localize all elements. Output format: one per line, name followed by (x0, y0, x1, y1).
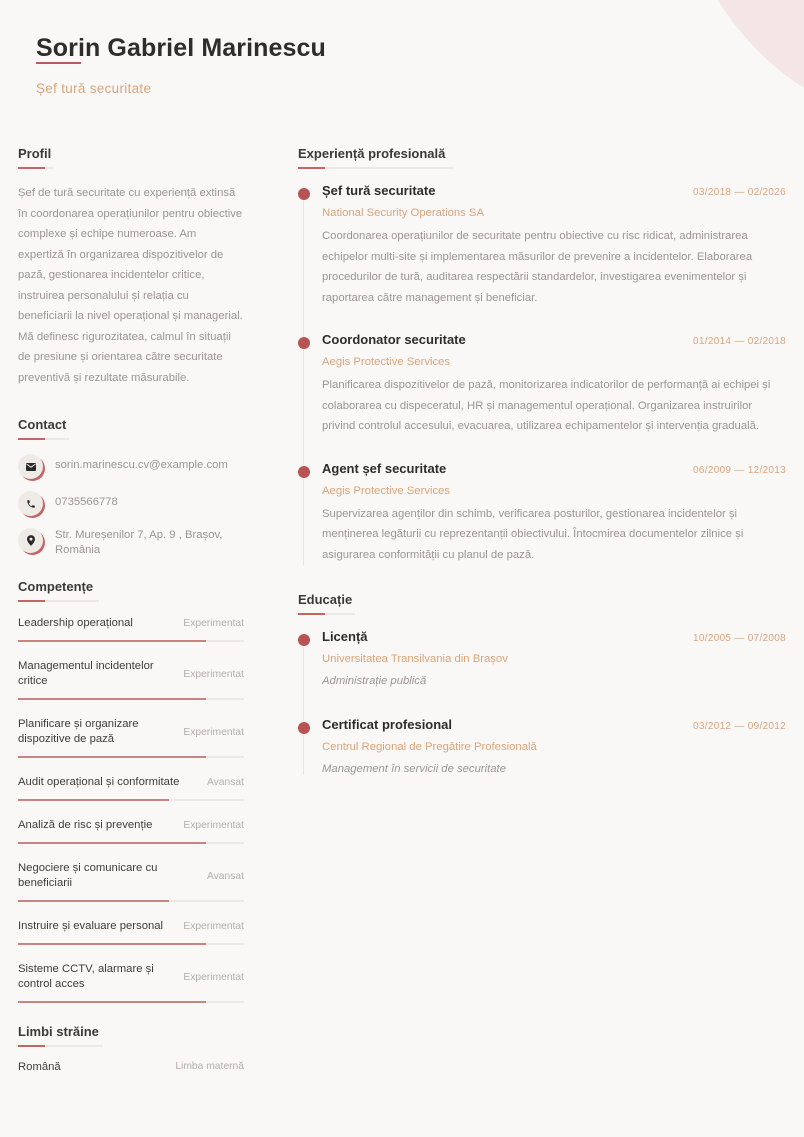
skills-heading-text: Competențe (18, 579, 94, 594)
skill-bar-fill (18, 698, 206, 700)
contact-address (18, 528, 244, 558)
experience-entry (322, 183, 786, 308)
languages-heading-text: Limbi străine (18, 1024, 99, 1039)
languages-section (18, 1023, 244, 1073)
entry-date: 06/2009 — 12/2013 (693, 464, 786, 476)
entry-description: Planificarea dispozitivelor de pază, monitorizarea indicatorilor de performanță ai echipei și colaborarea cu dispeceratul, HR și managementul operațional. Organizarea instruirilor privind controlul accesului, evacuarea, utilizarea echipamentelor și intervenția graduală. (322, 379, 771, 432)
contact-list (18, 454, 244, 558)
skill-item (18, 818, 244, 844)
entry-organization: Universitatea Transilvania din Brașov (322, 653, 508, 665)
language-name: Română (18, 1061, 61, 1073)
skill-level: Avansat (206, 777, 244, 788)
education-entry (322, 629, 786, 687)
skill-bar (18, 900, 244, 902)
decorative-blob (669, 0, 804, 125)
left-column (18, 145, 244, 1073)
phone-text: 0735566778 (55, 496, 118, 508)
entry-organization: Aegis Protective Services (322, 484, 451, 497)
skill-bar (18, 640, 244, 642)
skill-bar (18, 943, 244, 945)
person-name (36, 34, 326, 65)
profile-section (18, 145, 244, 388)
skill-item (18, 919, 244, 945)
skill-level: Experimentat (183, 726, 244, 738)
entry-title: Certificat profesional (322, 717, 453, 732)
skills-section (18, 578, 244, 1003)
skill-name: Managementul incidentelor critice (18, 660, 154, 687)
address-text: Str. Mureșenilor 7, Ap. 9 , Brașov, România (55, 529, 223, 556)
job-title: Șef tură securitate (36, 81, 152, 96)
person-name-text: Sorin Gabriel Marinescu (36, 34, 326, 62)
entry-title: Licență (322, 629, 368, 644)
contact-email[interactable] (18, 454, 244, 479)
contact-phone[interactable] (18, 491, 244, 516)
education-heading (298, 592, 355, 615)
language-level: Limba maternă (175, 1061, 244, 1072)
skill-item (18, 962, 244, 1003)
education-heading-text: Educație (298, 592, 353, 607)
timeline-dot-icon (298, 722, 310, 734)
entry-description: Supervizarea agenților din schimb, verificarea posturilor, gestionarea incidentelor și menținerea legăturii cu reprezentanții obiectivului. Întocmirea documentelor zilnice și asigurarea conformității cu planul de pază. (322, 507, 744, 561)
profile-heading (18, 146, 53, 169)
skill-bar-fill (18, 1001, 206, 1003)
skill-name: Negociere și comunicare cu beneficiarii (18, 862, 158, 889)
skill-item (18, 861, 244, 902)
contact-heading (18, 417, 69, 440)
timeline-dot-icon (298, 337, 310, 349)
skill-name: Leadership operațional (18, 617, 133, 629)
entry-date: 03/2012 — 09/2012 (693, 721, 786, 732)
entry-field: Management în servicii de securitate (322, 763, 506, 775)
experience-entry (322, 332, 786, 437)
skill-bar (18, 842, 244, 844)
entry-organization: Aegis Protective Services (322, 356, 451, 368)
skill-name: Planificare și organizare dispozitive de pază (18, 718, 139, 745)
skill-level: Experimentat (183, 618, 244, 629)
entry-organization: Centrul Regional de Pregătire Profesională (322, 741, 537, 753)
skills-list (18, 616, 244, 1003)
skill-level: Experimentat (183, 820, 244, 831)
skill-name: Sisteme CCTV, alarmare și control acces (18, 963, 154, 990)
email-text: sorin.marinescu.cv@example.com (55, 459, 228, 471)
entry-title: Agent șef securitate (322, 460, 447, 476)
skill-bar (18, 756, 244, 758)
education-section (298, 591, 786, 775)
education-entry (322, 717, 786, 775)
entry-date: 10/2005 — 07/2008 (693, 633, 786, 644)
right-column (298, 145, 786, 775)
experience-heading-text: Experiență profesională (298, 146, 446, 161)
skills-heading (18, 579, 99, 602)
contact-section (18, 416, 244, 558)
entry-title: Coordonator securitate (322, 332, 466, 347)
education-timeline (298, 629, 786, 775)
skill-name: Analiză de risc și prevenție (18, 819, 153, 831)
timeline-dot-icon (298, 634, 310, 646)
skill-bar (18, 1001, 244, 1003)
phone-icon (18, 491, 43, 516)
skill-level: Experimentat (183, 921, 244, 932)
skill-name: Audit operațional și conformitate (18, 776, 180, 788)
experience-section (298, 145, 786, 565)
skill-item (18, 659, 244, 700)
skill-bar-fill (18, 756, 206, 758)
skill-bar-fill (18, 842, 206, 844)
heading-accent (298, 613, 325, 615)
heading-accent (18, 600, 45, 602)
heading-accent (18, 1045, 45, 1047)
heading-accent (18, 167, 45, 169)
timeline-dot-icon (298, 466, 310, 478)
skill-bar-fill (18, 640, 206, 642)
timeline-line (303, 195, 304, 565)
skill-bar-fill (18, 943, 206, 945)
experience-timeline (298, 183, 786, 565)
location-pin-icon (18, 528, 43, 553)
skill-level: Avansat (206, 870, 244, 882)
name-underline (36, 62, 81, 64)
experience-heading (298, 146, 453, 169)
entry-title: Șef tură securitate (322, 183, 436, 198)
skill-item (18, 717, 244, 758)
heading-accent (298, 167, 325, 169)
contact-heading-text: Contact (18, 417, 67, 432)
resume-header (36, 34, 326, 96)
skill-bar (18, 698, 244, 700)
heading-accent (18, 438, 45, 440)
skill-level: Experimentat (183, 668, 244, 680)
entry-date: 03/2018 — 02/2026 (693, 187, 786, 198)
timeline-dot-icon (298, 188, 310, 200)
skill-name: Instruire și evaluare personal (18, 920, 164, 932)
profile-text: Șef de tură securitate cu experiență extinsă în coordonarea operațiunilor pentru obiective complexe și echipe numeroase. Am expertiză în organizarea dispozitivelor de pază, gestionarea incidentelor critice, instruirea personalului și relația cu beneficiarii la nivel operațional și managerial. Mă definesc rigurozitatea, calmul în situații de presiune și orientarea către securitate preventivă și rezultate măsurabile. (18, 187, 243, 384)
entry-description: Coordonarea operațiunilor de securitate pentru obiective cu risc ridicat, administrarea echipelor multi-site și implementarea măsurilor de prevenire a incidentelor. Elaborarea procedurilor de tură, auditarea respectării standardelor, investigarea evenimentelor și raportarea către management și beneficiar. (322, 230, 753, 304)
profile-heading-text: Profil (18, 146, 52, 161)
skill-bar-fill (18, 799, 169, 801)
skill-bar (18, 799, 244, 801)
timeline-line (303, 641, 304, 775)
skill-item (18, 616, 244, 642)
entry-date: 01/2014 — 02/2018 (693, 336, 786, 347)
entry-organization: National Security Operations SA (322, 207, 485, 219)
entry-field: Administrație publică (322, 675, 427, 687)
skill-bar-fill (18, 900, 169, 902)
languages-heading (18, 1024, 103, 1047)
skill-level: Experimentat (183, 971, 244, 983)
language-item (18, 1061, 244, 1073)
mail-icon (18, 454, 43, 479)
skill-item (18, 775, 244, 801)
experience-entry (322, 461, 786, 566)
